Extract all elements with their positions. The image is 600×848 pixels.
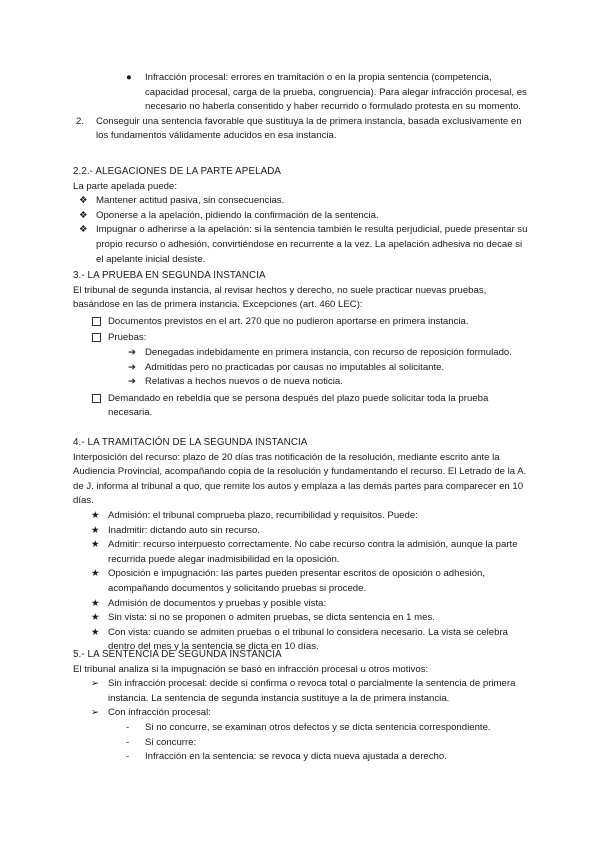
list-item-text: Oposición e impugnación: las partes pueden presentar escritos de oposición o adhesión, acompañando documentos y solicitando pruebas si procede. [108,568,486,594]
star-bullet-icon: ★ [91,626,100,638]
list-item [126,71,528,115]
list-item-text: Si no concurre, se examinan otros defectos y se dicta sentencia correspondiente. [145,721,491,733]
arrow-item [128,375,528,390]
list-item [91,538,528,567]
dash-item [126,750,528,765]
section-heading: 5.- LA SENTENCIA DE SEGUNDA INSTANCIA [73,649,282,660]
list-item [76,115,528,144]
checkbox-icon [92,394,101,403]
dash-bullet-icon: - [126,736,130,748]
list-item-text: Admitidas pero no practicadas por causas no imputables al solicitante. [145,361,445,373]
section-4 [73,436,528,655]
section-lead: Interposición del recurso: plazo de 20 días tras notificación de la resolución, mediante escrito ante la Audiencia Provincial, acompañando copia de la resolución y fundamentando el recurso. El Letrado de la A. de J. informa al tribunal a quo, que remite los autos y emplaza a las demás partes para comparecer en 10 días. [73,451,527,507]
list-item-text: Con vista: cuando se admiten pruebas o el tribunal lo considera necesario. La vista se celebra dentro del mes y la sentencia se dicta en 10 días. [108,626,508,653]
bullet-icon: ● [126,72,132,83]
star-bullet-icon: ★ [91,509,100,521]
list-item-text: Documentos previstos en el art. 270 que no pudieron aportarse en primera instancia. [108,315,469,327]
list-item [79,223,528,267]
list-item-text: Inadmitir: dictando auto sin recurso. [108,524,260,536]
diamond-bullet-icon: ❖ [79,195,88,207]
list-item [91,706,528,721]
list-item-text: Admisión: el tribunal comprueba plazo, recurribilidad y requisitos. Puede: [108,509,418,521]
checkbox-item [108,315,528,330]
star-bullet-icon: ★ [91,568,100,580]
list-item-text: Admitir: recurso interpuesto correctamente. No cabe recurso contra la admisión, aunque la parte recurrida puede alegar inadmisibilidad en la oposición. [108,539,518,565]
list-item [91,611,528,626]
arrow-right-icon: ➔ [128,361,137,373]
star-bullet-icon: ★ [91,539,100,551]
intro-block [73,71,528,144]
star-bullet-icon: ★ [91,612,100,624]
section-lead: El tribunal de segunda instancia, al revisar hechos y derecho, no suele practicar nuevas pruebas, basándose en las de primera instancia. Excepciones (art. 460 LEC): [73,284,487,311]
star-bullet-icon: ★ [91,524,100,536]
diamond-bullet-icon: ❖ [79,224,88,236]
list-item-text: Impugnar o adherirse a la apelación: si la sentencia también le resulta perjudicial, puede presentar su propio recurso o adhesión, convirtiéndose en recurrente a la vez. La apelación adhesiva no decae si el apelante inicial desiste. [96,224,528,265]
section-5 [73,648,528,765]
list-item-text: Conseguir una sentencia favorable que sustituya la de primera instancia, basada exclusivamente en los fundamentos válidamente aducidos en esa instancia. [96,115,522,142]
arrowhead-bullet-icon: ➢ [91,707,100,719]
list-item [79,194,528,209]
checkbox-item [108,392,528,421]
list-item-text: Infracción en la sentencia: se revoca y dicta nueva ajustada a derecho. [145,751,447,763]
list-item [91,597,528,612]
list-item-text: Denegadas indebidamente en primera instancia, con recurso de reposición formulado. [145,346,512,358]
section-heading: 3.- LA PRUEBA EN SEGUNDA INSTANCIA [73,270,266,281]
list-item-text: Con infracción procesal: [108,707,211,719]
list-item-text: Demandado en rebeldía que se persona después del plazo puede solicitar toda la prueba necesaria. [108,392,489,419]
list-item [91,567,528,596]
arrowhead-bullet-icon: ➢ [91,678,100,690]
arrow-right-icon: ➔ [128,376,137,388]
list-item-text: Admisión de documentos y pruebas y posible vista: [108,597,327,609]
list-item-text: Pruebas: [108,332,147,344]
checkbox-icon [92,317,101,326]
checkbox-item [108,331,528,346]
list-item-text: Sin infracción procesal: decide si confirma o revoca total o parcialmente la sentencia de primera instancia. La sentencia de segunda instancia sustituye a la de primera instancia. [108,678,516,704]
list-item [79,209,528,224]
arrow-item [128,361,528,376]
list-item-text: Relativas a hechos nuevos o de nueva noticia. [145,376,343,388]
list-item [91,524,528,539]
diamond-bullet-icon: ❖ [79,209,88,221]
star-bullet-icon: ★ [91,597,100,609]
list-item [91,677,528,706]
arrow-item [128,346,528,361]
dash-item [126,721,528,736]
list-item-text: Mantener actitud pasiva, sin consecuencias. [96,195,285,207]
dash-item [126,736,528,751]
section-2-2 [73,165,528,267]
dash-bullet-icon: - [126,721,130,733]
list-number: 2. [76,115,85,127]
section-heading: 2.2.- ALEGACIONES DE LA PARTE APELADA [73,166,282,177]
dash-bullet-icon: - [126,751,130,763]
list-item-text: Oponerse a la apelación, pidiendo la confirmación de la sentencia. [96,209,379,221]
list-item-text: Infracción procesal: errores en tramitación o en la propia sentencia (competencia, capacidad procesal, carga de la prueba, congruencia). Para alegar infracción procesal, es necesario no haberla consentido y haber recurrido o formulado protesta en su momento. [145,72,527,113]
section-lead: La parte apelada puede: [73,180,178,192]
section-lead: El tribunal analiza si la impugnación se basó en infracción procesal u otros motivos: [73,663,429,675]
section-3 [73,269,528,421]
list-item-text: Si concurre: [145,736,197,748]
section-heading: 4.- LA TRAMITACIÓN DE LA SEGUNDA INSTANCIA [73,437,308,448]
arrow-right-icon: ➔ [128,346,137,358]
list-item [91,509,528,524]
checkbox-icon [92,333,101,342]
list-item-text: Sin vista: si no se proponen o admiten pruebas, se dicta sentencia en 1 mes. [108,612,435,624]
